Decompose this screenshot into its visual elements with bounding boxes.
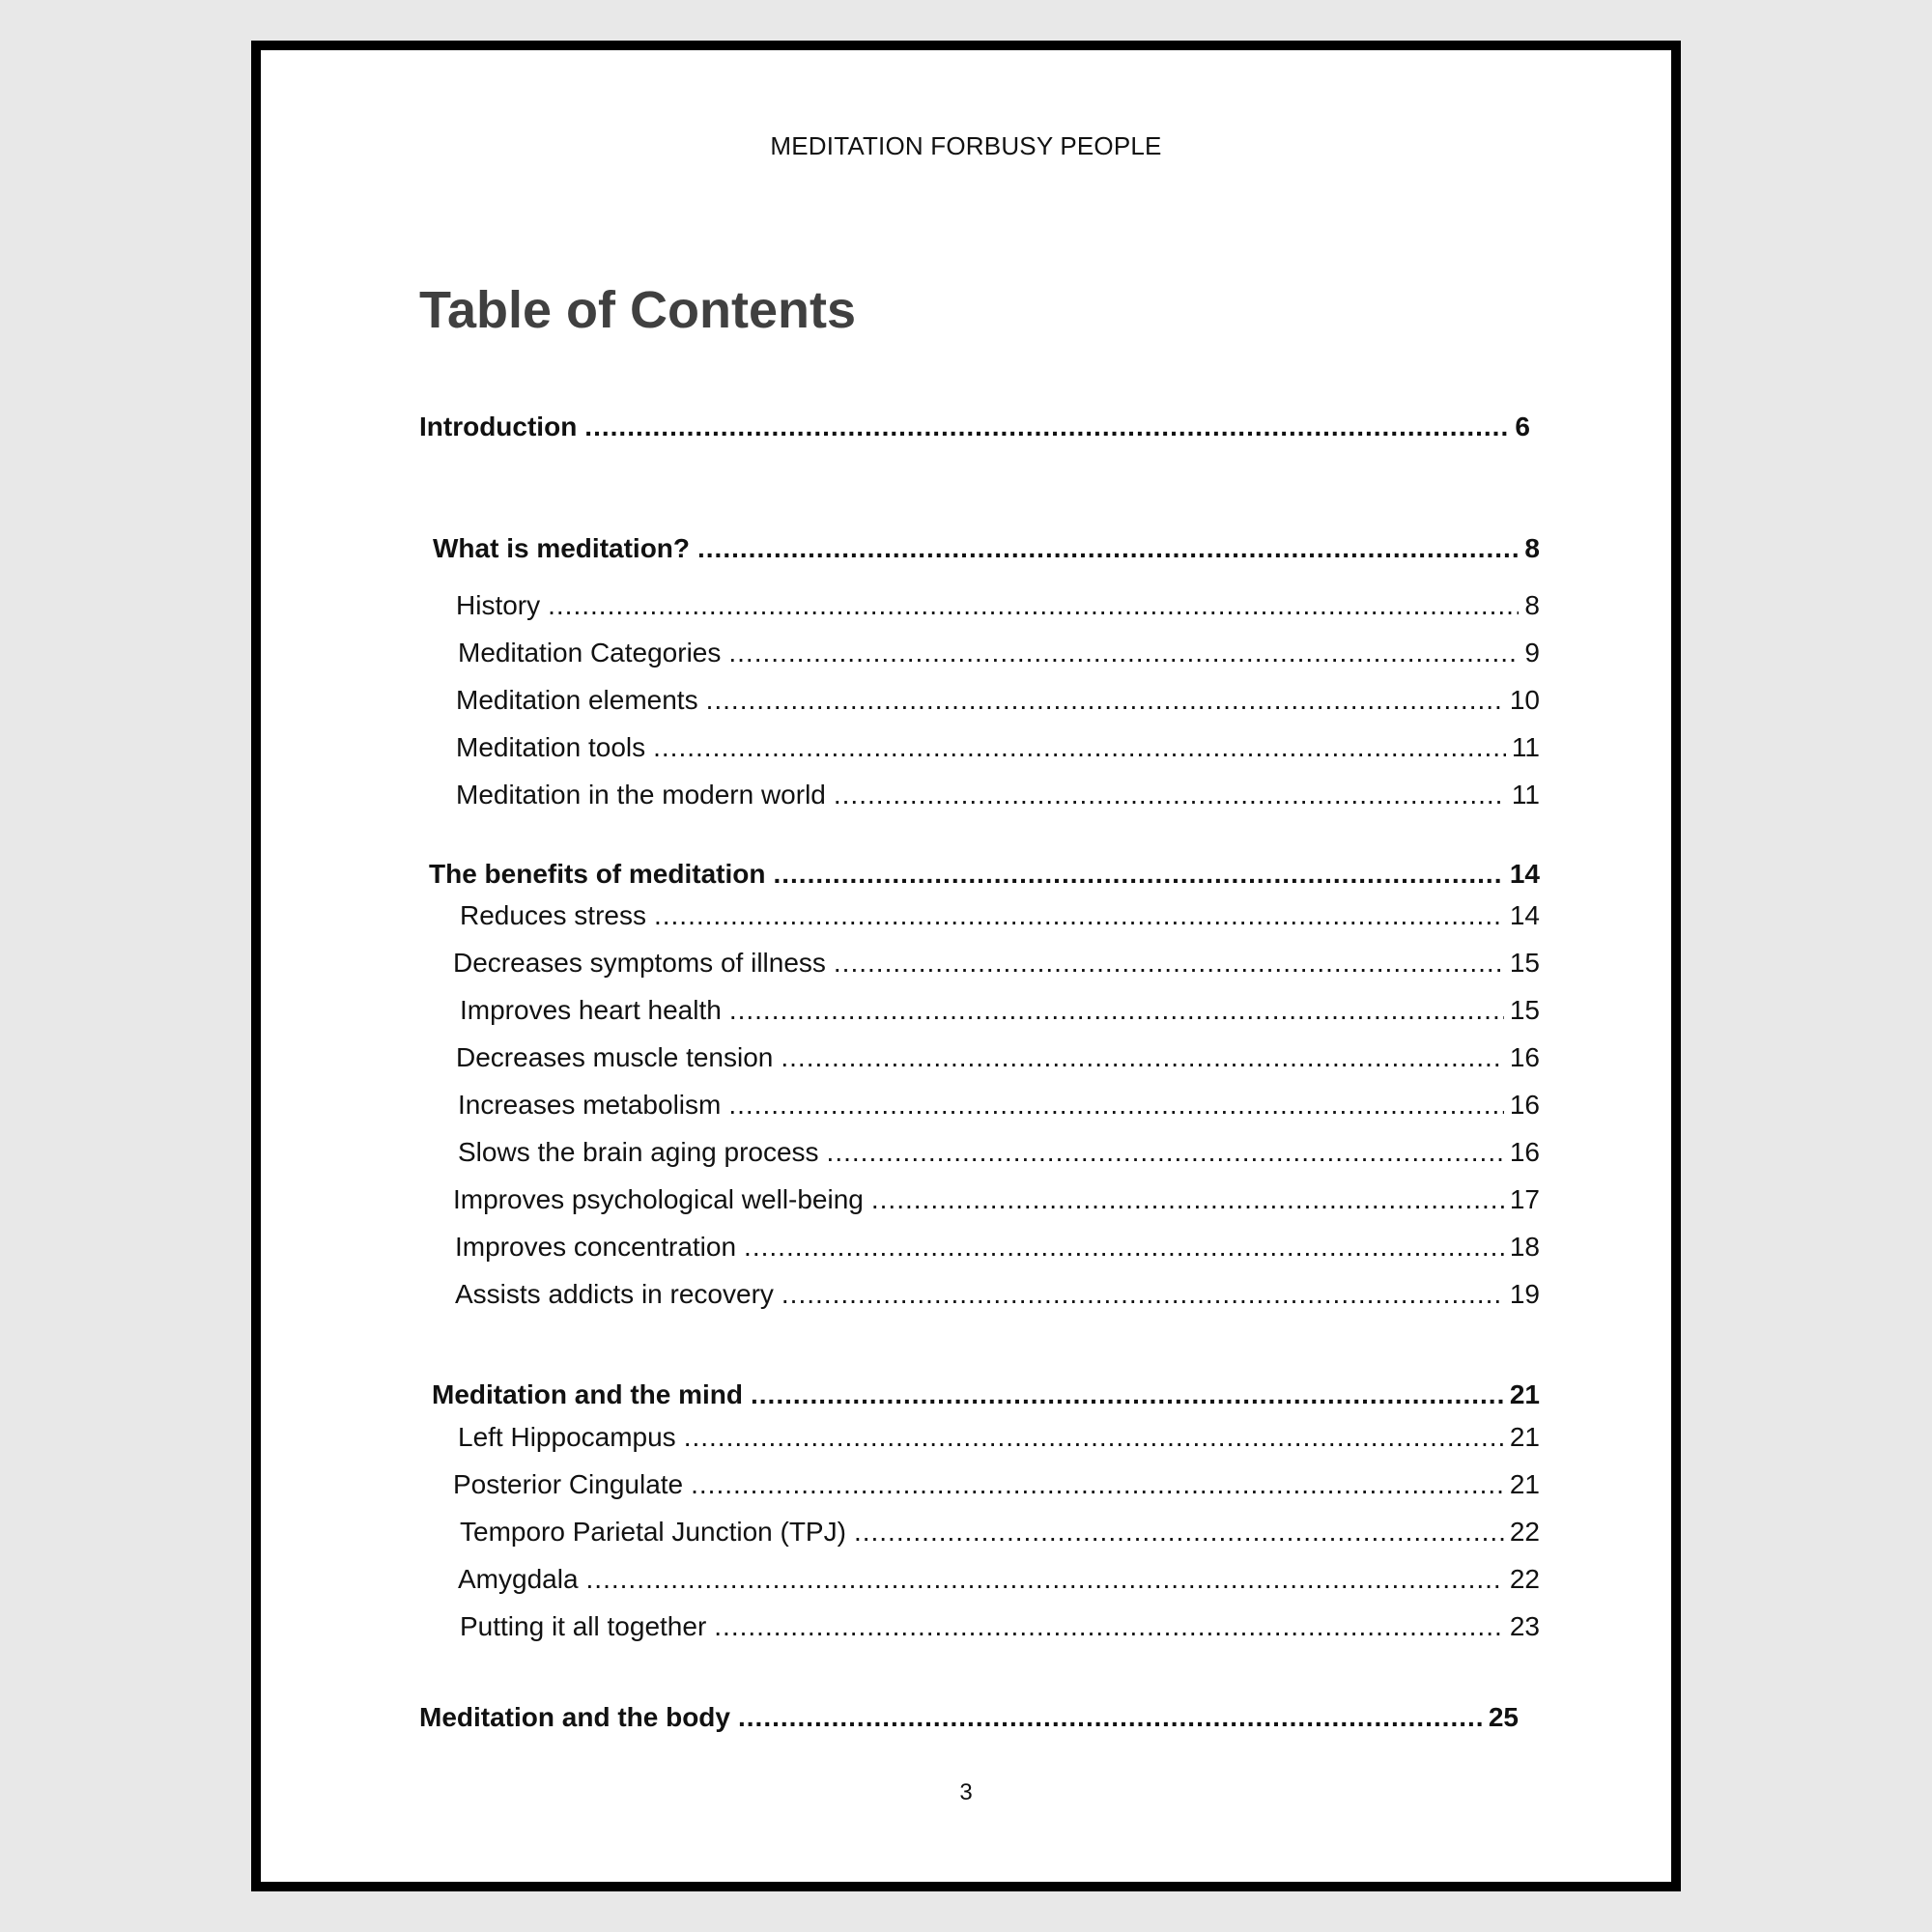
- toc-title: Table of Contents: [419, 281, 856, 339]
- toc-entry[interactable]: [458, 1418, 1540, 1457]
- toc-entry-label: Meditation in the modern world: [456, 780, 826, 810]
- toc-leader: [834, 776, 1506, 814]
- toc-leader: [744, 1228, 1504, 1266]
- toc-leader: [691, 1465, 1504, 1504]
- toc-entry[interactable]: [455, 1275, 1540, 1314]
- toc-leader: [714, 1607, 1504, 1646]
- toc-entry[interactable]: [458, 1086, 1540, 1124]
- page-number: 3: [959, 1779, 973, 1805]
- toc-entry-label: Putting it all together: [460, 1611, 707, 1641]
- toc-entry[interactable]: [456, 681, 1540, 720]
- toc-entry[interactable]: [456, 1038, 1540, 1077]
- toc-leader: [728, 1086, 1504, 1124]
- toc-entry-page: 21: [1509, 1379, 1540, 1409]
- toc-entry-page: 10: [1509, 685, 1540, 715]
- toc-entry-page: 21: [1509, 1469, 1540, 1499]
- toc-entry-page: 22: [1509, 1517, 1540, 1547]
- toc-entry-label: Decreases symptoms of illness: [453, 948, 826, 978]
- toc-leader: [871, 1180, 1504, 1219]
- toc-entry-label: Slows the brain aging process: [458, 1137, 819, 1167]
- toc-leader: [781, 1275, 1504, 1314]
- toc-entry-label: Temporo Parietal Junction (TPJ): [460, 1517, 846, 1547]
- toc-entry-page: 14: [1509, 859, 1540, 889]
- toc-entry-page: 6: [1515, 412, 1530, 441]
- toc-entry-label: Decreases muscle tension: [456, 1042, 774, 1072]
- toc-leader: [684, 1418, 1504, 1457]
- toc-entry[interactable]: [456, 586, 1540, 625]
- toc-entry-page: 22: [1509, 1564, 1540, 1594]
- toc-entry-page: 16: [1509, 1137, 1540, 1167]
- toc-leader: [697, 529, 1519, 568]
- toc-leader: [781, 1038, 1503, 1077]
- toc-leader: [548, 586, 1519, 625]
- toc-entry-page: 8: [1524, 590, 1540, 620]
- toc-entry[interactable]: [460, 1513, 1540, 1551]
- toc-entry[interactable]: [419, 1698, 1519, 1737]
- toc-entry[interactable]: [453, 1180, 1540, 1219]
- toc-entry-page: 15: [1509, 948, 1540, 978]
- toc-entry-label: Meditation elements: [456, 685, 698, 715]
- toc-leader: [751, 1376, 1504, 1414]
- toc-entry-page: 18: [1509, 1232, 1540, 1262]
- toc-entry[interactable]: [453, 944, 1540, 982]
- toc-leader: [738, 1698, 1483, 1737]
- toc-leader: [654, 896, 1504, 935]
- toc-entry[interactable]: [429, 855, 1540, 894]
- toc-entry-page: 11: [1511, 732, 1540, 762]
- toc-entry-label: Meditation and the mind: [432, 1379, 743, 1409]
- toc-entry-page: 25: [1488, 1702, 1519, 1732]
- toc-entry[interactable]: [458, 1560, 1540, 1599]
- toc-entry[interactable]: [419, 408, 1530, 446]
- toc-entry-label: Introduction: [419, 412, 578, 441]
- toc-entry-label: The benefits of meditation: [429, 859, 766, 889]
- toc-entry-page: 21: [1509, 1422, 1540, 1452]
- toc-entry-label: Amygdala: [458, 1564, 579, 1594]
- document-page: [251, 41, 1681, 1891]
- toc-entry-label: Meditation tools: [456, 732, 646, 762]
- toc-entry[interactable]: [460, 1607, 1540, 1646]
- toc-leader: [834, 944, 1504, 982]
- toc-entry-label: Improves heart health: [460, 995, 722, 1025]
- toc-leader: [854, 1513, 1504, 1551]
- toc-leader: [827, 1133, 1504, 1172]
- toc-entry-label: Meditation Categories: [458, 638, 722, 668]
- toc-entry-label: Improves psychological well-being: [453, 1184, 864, 1214]
- toc-entry-page: 8: [1524, 533, 1540, 563]
- toc-entry[interactable]: [455, 1228, 1540, 1266]
- toc-leader: [773, 855, 1503, 894]
- toc-leader: [728, 634, 1519, 672]
- toc-entry[interactable]: [456, 776, 1540, 814]
- toc-entry-page: 23: [1509, 1611, 1540, 1641]
- toc-entry[interactable]: [460, 991, 1540, 1030]
- toc-entry-page: 9: [1524, 638, 1540, 668]
- toc-entry[interactable]: [458, 634, 1540, 672]
- toc-entry-page: 16: [1509, 1042, 1540, 1072]
- toc-entry[interactable]: [460, 896, 1540, 935]
- toc-entry-page: 16: [1509, 1090, 1540, 1120]
- toc-entry-label: Improves concentration: [455, 1232, 737, 1262]
- toc-entry-page: 14: [1509, 900, 1540, 930]
- toc-entry-label: Increases metabolism: [458, 1090, 722, 1120]
- toc-leader: [586, 1560, 1504, 1599]
- toc-entry-label: Posterior Cingulate: [453, 1469, 684, 1499]
- toc-entry[interactable]: [456, 728, 1540, 767]
- toc-entry-label: History: [456, 590, 541, 620]
- toc-entry-label: Left Hippocampus: [458, 1422, 676, 1452]
- toc-entry[interactable]: [458, 1133, 1540, 1172]
- toc-entry-label: Reduces stress: [460, 900, 646, 930]
- toc-entry-page: 11: [1511, 780, 1540, 810]
- toc-entry-label: Assists addicts in recovery: [455, 1279, 774, 1309]
- toc-leader: [653, 728, 1506, 767]
- toc-entry-label: What is meditation?: [433, 533, 690, 563]
- toc-leader: [706, 681, 1504, 720]
- toc-entry-page: 15: [1509, 995, 1540, 1025]
- toc-entry[interactable]: [432, 1376, 1540, 1414]
- toc-entry-label: Meditation and the body: [419, 1702, 730, 1732]
- toc-entry[interactable]: [453, 1465, 1540, 1504]
- toc-leader: [584, 408, 1509, 446]
- toc-entry[interactable]: [433, 529, 1540, 568]
- toc-leader: [729, 991, 1504, 1030]
- toc-entry-page: 19: [1509, 1279, 1540, 1309]
- toc-entry-page: 17: [1509, 1184, 1540, 1214]
- running-header: MEDITATION FORBUSY PEOPLE: [770, 131, 1162, 160]
